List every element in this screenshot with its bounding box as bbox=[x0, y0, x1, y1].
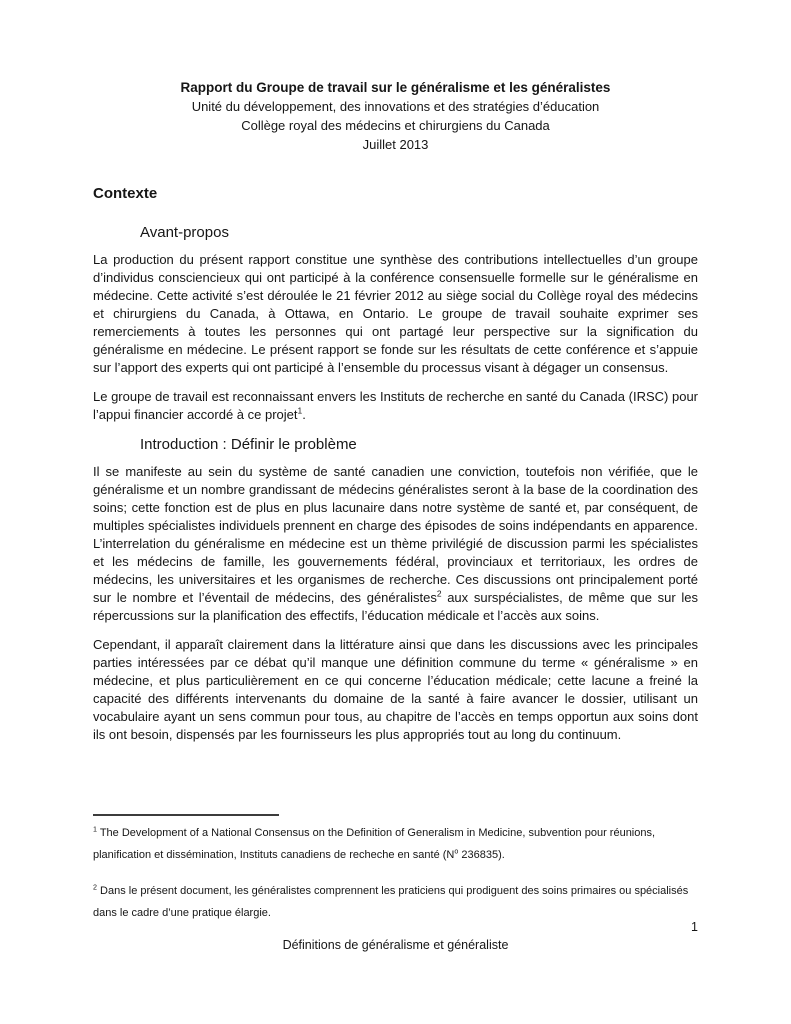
footnote-ref-1: 1 bbox=[297, 405, 303, 416]
paragraph-avant-propos-2 bbox=[93, 388, 698, 424]
document-date: Juillet 2013 bbox=[362, 137, 429, 152]
paragraph-introduction-1 bbox=[93, 463, 698, 625]
paragraph-text: Le groupe de travail est reconnaissant envers les Instituts de recherche en santé du Canada (IRSC) pour l’appui financier accordé à ce projet bbox=[93, 389, 698, 422]
footnote-1-text-end: 236835). bbox=[458, 849, 505, 861]
paragraph-avant-propos-1: La production du présent rapport constitue une synthèse des contributions intellectuelles d’un groupe d’individus consciencieux qui ont participé à la conférence consensuelle formelle sur le généralisme en médecine. Cette activité s’est déroulée le 21 février 2012 au siège social du Collège royal des médecins et chirurgiens du Canada, à Ottawa, en Ontario. Le groupe de travail souhaite exprimer ses remerciements à toutes les personnes qui ont partagé leur perspective sur la signification du généralisme en médecine. Le présent rapport se fonde sur les résultats de cette conférence et s’appuie sur l’apport des experts qui ont participé à l’ensemble du processus visant à dégager un consensus. bbox=[93, 252, 698, 375]
subsection-heading-avant-propos: Avant-propos bbox=[140, 224, 229, 241]
document-subtitle-org: Collège royal des médecins et chirurgiens du Canada bbox=[241, 118, 550, 133]
footnote-1 bbox=[93, 822, 698, 866]
page-number: 1 bbox=[691, 920, 698, 934]
paragraph-text-end: . bbox=[302, 407, 306, 422]
footnote-2-marker: 2 bbox=[93, 883, 97, 892]
paragraph-introduction-2: Cependant, il apparaît clairement dans la littérature ainsi que dans les discussions avec les principales parties intéressées par ce débat qu’il manque une définition commune du terme « généralisme » en médecine, et plus particulièrement en ce qui concerne l’éducation médicale; cette lacune a freiné la capacité des différents intervenants du domaine de la santé à faire avancer le dossier, utilisant un vocabulaire ayant un sens commun pour tous, au chapitre de l’accès en temps opportun aux soins dont ils ont besoin, dispensés par les fournisseurs les plus appropriés tout au long du continuum. bbox=[93, 637, 698, 742]
paragraph-text-end: aux surspécialistes, de même que sur les répercussions sur la planification des effectifs, l’éducation médicale et l’accès aux soins. bbox=[93, 590, 699, 623]
document-header bbox=[93, 78, 698, 154]
section-heading-contexte: Contexte bbox=[93, 185, 158, 202]
footnote-2-text: Dans le présent document, les généralistes comprennent les praticiens qui prodiguent des soins primaires ou spécialisés dans le cadre d’une pratique élargie. bbox=[93, 885, 689, 919]
subsection-heading-introduction: Introduction : Définir le problème bbox=[140, 436, 357, 453]
footnote-2 bbox=[93, 880, 698, 924]
document-subtitle-unit: Unité du développement, des innovations et des stratégies d’éducation bbox=[191, 99, 600, 114]
footnote-separator-rule bbox=[93, 814, 279, 816]
footnotes-section bbox=[93, 814, 698, 924]
paragraph-text: Il se manifeste au sein du système de santé canadien une conviction, toutefois non vérifiée, que le généralisme et un nombre grandissant de médecins généralistes seront à la base de la coordination des soins; cette fonction est de plus en plus lacunaire dans notre système de santé et, par conséquent, de multiples spécialistes individuels prennent en charge des épisodes de soins indépendants en apparence. L’interrelation du généralisme en médecine est un thème privilégié de discussion parmi les spécialistes et les médecins de famille, les gouvernements fédéral, provinciaux et territoriaux, les ordres de médecins, les universitaires et les organismes de recherche. Ces discussions ont principalement porté sur le nombre et l’éventail de médecins, des généralistes bbox=[93, 464, 698, 605]
footnote-1-marker: 1 bbox=[93, 825, 97, 834]
footnote-ref-2: 2 bbox=[436, 588, 442, 599]
footnote-1-text: The Development of a National Consensus on the Definition of Generalism in Medicine, subvention pour réunions, planification et dissémination, Instituts canadiens de recheche en santé (N bbox=[93, 827, 656, 861]
document-title: Rapport du Groupe de travail sur le généralisme et les généralistes bbox=[180, 80, 611, 95]
footnote-1-ordinal: o bbox=[454, 847, 459, 856]
running-footer-title: Définitions de généralisme et généraliste bbox=[282, 938, 509, 952]
